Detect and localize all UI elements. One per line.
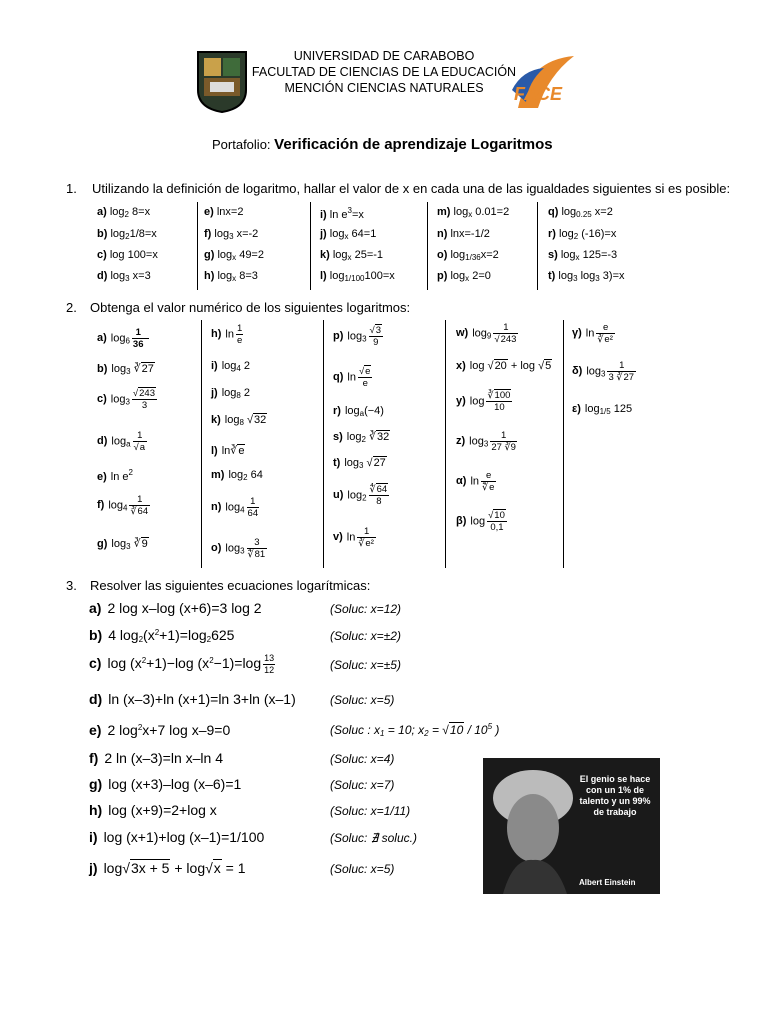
q2-item-b: b) $\log_3$ ∛27	[97, 363, 154, 376]
q3-sol-c: (Soluc: x=±5)	[330, 658, 401, 672]
q2-item-h: h) ln $\frac{1}{e}$	[211, 323, 243, 346]
q2-divider	[323, 320, 324, 568]
q3-sol-h: (Soluc: x=1/11)	[330, 804, 411, 818]
q3-eq-j: j) log√3x + 5 + log√x = 1	[89, 860, 246, 876]
q3-sol-d: (Soluc: x=5)	[330, 693, 395, 707]
q2-item-q: q) ln $\frac{√e}{e}$	[333, 366, 371, 389]
q2-item-z: z) $\log_3$ $\frac{1}{27 ∛9}$	[456, 430, 516, 453]
q1-item-k: k) $\log_x 25=-1$	[320, 249, 384, 262]
q2-item-a: a) $\log_6$ $\frac{1}{36}$	[97, 327, 149, 350]
q3-eq-f: f) 2 ln (x–3)=ln x–ln 4	[89, 750, 224, 766]
einstein-photo	[483, 758, 660, 894]
q3-sol-b: (Soluc: x=±2)	[330, 629, 401, 643]
q3-sol-j: (Soluc: x=5)	[330, 862, 395, 876]
header-mention: MENCIÓN CIENCIAS NATURALES	[284, 81, 484, 95]
q3-sol-e: (Soluc : $x_1 = 10$; $x_2 = √10 / 10^5$ )	[330, 722, 500, 738]
q1-divider	[197, 202, 198, 290]
q1-item-l: l) $\log_{1/100}100=x$	[320, 270, 395, 283]
q2-item-i: i) $\log_4 2$	[211, 360, 251, 373]
q3-sol-i: (Soluc: ∄ soluc.)	[330, 831, 417, 845]
q3-number: 3.	[66, 578, 77, 593]
q1-divider	[427, 202, 428, 290]
q3-text: Resolver las siguientes ecuaciones logarítmicas:	[90, 578, 371, 593]
q3-eq-a: a) 2 log x–log (x+6)=3 log 2	[89, 600, 262, 616]
q1-item-b: b) $\log_21/8=x$	[97, 228, 157, 241]
q2-item-t: t) $\log_3 √27$	[333, 457, 386, 470]
q2-item-j: j) $\log_8 2$	[211, 387, 251, 400]
q1-item-q: q) $\log_{0.25} x=2$	[548, 206, 613, 219]
quote-signature: Albert Einstein	[579, 878, 636, 887]
q1-item-p: p) $\log_x 2=0$	[437, 270, 491, 283]
q2-item-d: d) $\log_a$ $\frac{1}{√a}$	[97, 430, 146, 453]
q1-item-g: g) $\log_x 49=2$	[204, 249, 264, 262]
q2-item-c: c) $\log_3$ $\frac{√243}{3}$	[97, 388, 155, 411]
q3-eq-i: i) log (x+1)+log (x–1)=1/100	[89, 829, 265, 845]
q1-item-m: m) $\log_x 0.01=2$	[437, 206, 510, 219]
q3-eq-g: g) log (x+3)–log (x–6)=1	[89, 776, 242, 792]
q3-sol-a: (Soluc: x=12)	[330, 602, 402, 616]
q2-item-f: f) $\log_4$ $\frac{1}{∛64}$	[97, 494, 149, 517]
page-title	[212, 136, 553, 153]
q2-item-s: s) $\log_2$ ∛32	[333, 431, 390, 444]
q2-item-x: x) log √20 + log √5	[456, 360, 552, 372]
q2-item-r: r) $\log_a(-4)$	[333, 405, 384, 418]
q2-item-u: u) $\log_2$ $\frac{∜64}{8}$	[333, 484, 388, 507]
q2-item-o: o) $\log_3$ $\frac{3}{∜81}$	[211, 537, 266, 560]
q1-item-s: s) $\log_x 125=-3$	[548, 249, 618, 262]
header-faculty: FACULTAD DE CIENCIAS DE LA EDUCACIÓN	[251, 65, 517, 79]
q2-item-y: y) log $\frac{∛100}{10}$	[456, 390, 511, 413]
title-prefix: Portafolio:	[212, 137, 271, 152]
q1-item-r: r) $\log_2 (-16)=x$	[548, 228, 617, 241]
q2-divider	[563, 320, 564, 568]
q2-item-w: w) $\log_9$ $\frac{1}{√243}$	[456, 322, 517, 345]
q1-text: Utilizando la definición de logaritmo, hallar el valor de x en cada una de las igualdades siguientes si es posible:	[92, 181, 731, 196]
q1-item-t: t) $\log_3 \log_3 3)=x$	[548, 270, 625, 283]
q2-item-alpha: α) ln $\frac{e}{∜e}$	[456, 470, 495, 493]
q1-item-j: j) $\log_x 64=1$	[320, 228, 377, 241]
q2-item-epsilon: ε) $\log_{1/5} 125$	[572, 403, 633, 416]
q2-divider	[445, 320, 446, 568]
q1-divider	[537, 202, 538, 290]
title-main: Verificación de aprendizaje Logaritmos	[274, 136, 553, 153]
q1-item-c: c) log 100=x	[97, 249, 158, 261]
q1-item-i: i) $\ln e^3=x$	[320, 206, 364, 221]
q3-eq-d: d) ln (x–3)+ln (x+1)=ln 3+ln (x–1)	[89, 691, 296, 707]
q1-divider	[310, 202, 311, 290]
q2-item-delta: δ) $\log_3$ $\frac{1}{3 ∛27}$	[572, 360, 635, 383]
q2-number: 2.	[66, 300, 77, 315]
q2-item-l: l) ln∛e	[211, 445, 245, 457]
face-logo-text: FACE	[514, 84, 563, 104]
q2-item-m: m) $\log_2 64$	[211, 469, 263, 482]
q2-item-gamma: γ) ln $\frac{e}{\text{∛e²}}$	[572, 322, 613, 345]
header-university: UNIVERSIDAD DE CARABOBO	[293, 49, 475, 63]
quote-caption: El genio se hace con un 1% de talento y un 99% de trabajo	[579, 774, 651, 817]
q2-item-g: g) $\log_3$ ∛9	[97, 538, 148, 551]
q2-text: Obtenga el valor numérico de los siguientes logaritmos:	[90, 300, 411, 315]
q1-item-h: h) $\log_x 8=3$	[204, 270, 258, 283]
q2-item-v: v) ln $\frac{1}{\text{∛e²}}$	[333, 526, 374, 549]
q1-item-e: e) lnx=2	[204, 206, 244, 218]
q2-item-e: e) $\ln e^2$	[97, 468, 133, 483]
q3-eq-c: c) $\log (x^2+1)-\log$ $(x^2-1)=\log$ $\frac{13}{12}$	[89, 653, 275, 675]
q1-item-o: o) $\log_{1/36}x=2$	[437, 249, 499, 262]
q3-sol-f: (Soluc: x=4)	[330, 752, 395, 766]
q3-eq-h: h) log (x+9)=2+log x	[89, 802, 217, 818]
q1-item-n: n) lnx=-1/2	[437, 228, 490, 240]
q1-number: 1.	[66, 181, 77, 196]
q1-item-a: a) $\log_2 8=x$	[97, 206, 151, 219]
q3-eq-e: e) 2 $\log^2x+7$ log x–9=0	[89, 722, 231, 738]
q2-divider	[201, 320, 202, 568]
q2-item-p: p) $\log_3$ $\frac{√3}{9}$	[333, 325, 382, 348]
q1-item-f: f) $\log_3 x=-2$	[204, 228, 259, 241]
q1-item-d: d) $\log_3 x=3$	[97, 270, 151, 283]
q3-eq-b: b) 4 $\log_2(x^2+1)=\log_2625$	[89, 627, 235, 644]
q2-item-n: n) $\log_4$ $\frac{1}{64}$	[211, 496, 259, 519]
q2-item-k: k) $\log_8 √32$	[211, 414, 267, 427]
q2-item-beta: β) log $\frac{√10}{0,1}$	[456, 510, 505, 533]
q3-sol-g: (Soluc: x=7)	[330, 778, 395, 792]
